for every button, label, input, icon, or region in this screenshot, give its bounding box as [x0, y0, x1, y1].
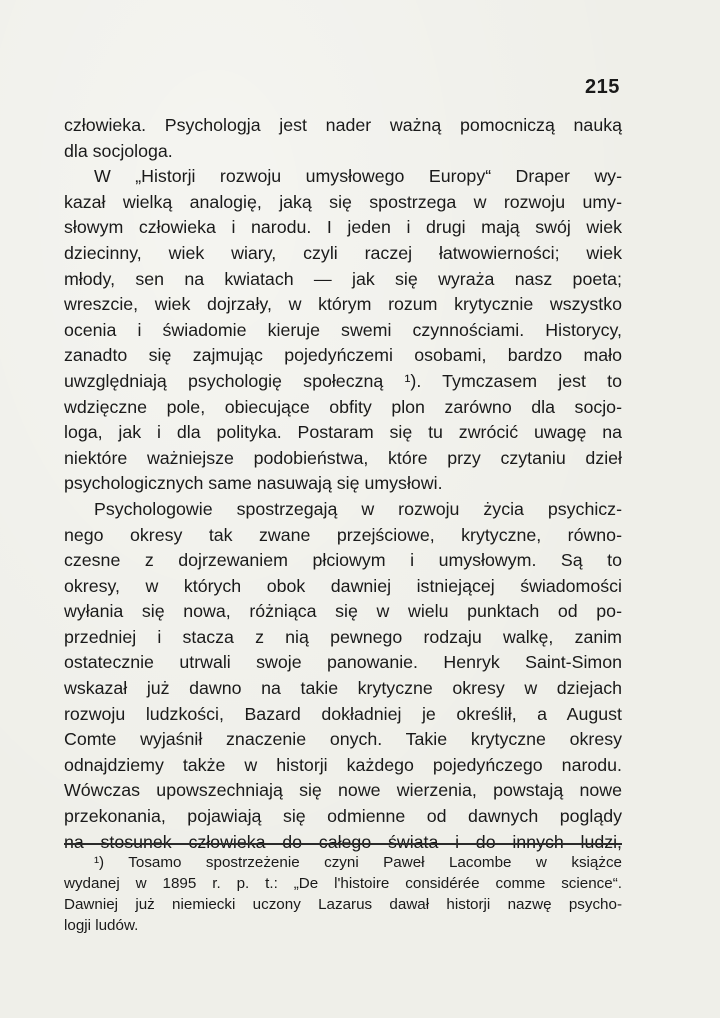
text-line: wyłania się nowa, różniąca się w wielu punktach od po-: [64, 601, 622, 622]
footnote-line: logji ludów.: [64, 917, 139, 934]
text-line: przedniej i stacza z nią pewnego rodzaju walkę, zanim: [64, 626, 622, 647]
page-number: 215: [585, 76, 620, 98]
text-line: człowieka. Psychologja jest nader ważną pomocniczą nauką: [64, 115, 622, 135]
text-line: przekonania, pojawiają się odmienne od dawnych poglądy: [64, 806, 622, 827]
text-line: wskazał już dawno na takie krytyczne okresy w dziejach: [64, 678, 622, 699]
footnote-divider: [64, 843, 622, 845]
paragraph-2: [64, 164, 622, 497]
footnote: [64, 852, 622, 936]
text-line: słowym człowieka i narodu. I jeden i drugi mają swój wiek: [64, 217, 622, 238]
paragraph-1: [64, 113, 622, 164]
text-line: czesne z dojrzewaniem płciowym i umysłowym. Są to: [64, 550, 622, 571]
footnote-line: wydanej w 1895 r. p. t.: „De l'histoire considérée comme science“.: [64, 875, 622, 892]
text-line: wreszcie, wiek dojrzały, w którym rozum krytycznie wszystko: [64, 294, 622, 315]
text-line: Wówczas upowszechniają się nowe wierzenia, powstają nowe: [64, 780, 622, 801]
text-line: Comte wyjaśnił znaczenie onych. Takie krytyczne okresy: [64, 729, 622, 750]
text-line: zanadto się zajmując pojedyńczemi osobami, bardzo mało: [64, 345, 622, 366]
text-line: niektóre ważniejsze podobieństwa, które przy czytaniu dzieł: [64, 447, 622, 468]
text-line: dla socjologa.: [64, 140, 173, 161]
text-line: psychologicznych same nasuwają się umysłowi.: [64, 473, 443, 494]
footnote-line: Dawniej już niemiecki uczony Lazarus dawał historji nazwę psycho-: [64, 896, 622, 913]
text-line: dziecinny, wiek wiary, czyli raczej łatwowierności; wiek: [64, 242, 622, 263]
text-line: nego okresy tak zwane przejściowe, krytyczne, równo-: [64, 524, 622, 545]
text-line: W „Historji rozwoju umysłowego Europy“ Draper wy-: [94, 166, 622, 187]
text-line: na stosunek człowieka do całego świata i do innych ludzi,: [64, 831, 622, 852]
text-line: ostatecznie utrwali swoje panowanie. Henryk Saint-Simon: [64, 652, 622, 673]
text-line: młody, sen na kwiatach — jak się wyraża nasz poeta;: [64, 268, 622, 289]
text-line: kazał wielką analogię, jaką się spostrzega w rozwoju umy-: [64, 191, 622, 212]
text-line: rozwoju ludzkości, Bazard dokładniej je określił, a August: [64, 703, 622, 724]
text-line: okresy, w których obok dawniej istniejącej świadomości: [64, 575, 622, 596]
text-line: ocenia i świadomie kieruje swemi czynnościami. Historycy,: [64, 319, 622, 340]
text-line: loga, jak i dla polityka. Postaram się tu zwrócić uwagę na: [64, 422, 622, 443]
main-text: [64, 113, 622, 855]
footnote-line: ¹) Tosamo spostrzeżenie czyni Paweł Lacombe w książce: [94, 854, 622, 871]
text-line: wdzięczne pole, obiecujące obfity plon zarówno dla socjo-: [64, 396, 622, 417]
text-line: uwzględniają psychologię społeczną ¹). Tymczasem jest to: [64, 370, 622, 391]
text-line: Psychologowie spostrzegają w rozwoju życia psychicz-: [94, 498, 622, 519]
text-line: odnajdziemy także w historji każdego pojedyńczego narodu.: [64, 754, 622, 775]
paragraph-3: [64, 497, 622, 855]
